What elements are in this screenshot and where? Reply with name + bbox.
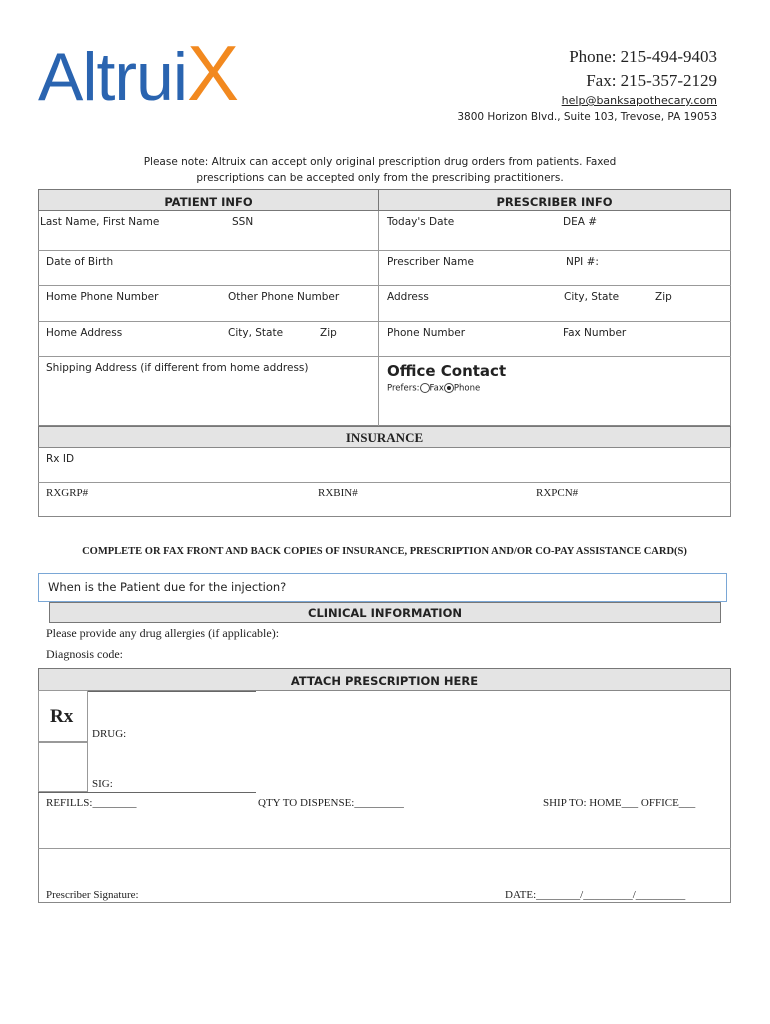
prefers-label: Prefers: <box>387 383 420 394</box>
ship-to-field[interactable]: SHIP TO: HOME___ OFFICE___ <box>543 797 696 809</box>
prescriber-fax-field[interactable]: Fax Number <box>563 327 627 339</box>
header-email-link[interactable]: help@banksapothecary.com <box>561 94 717 107</box>
attach-prescription-heading: ATTACH PRESCRIPTION HERE <box>290 674 479 688</box>
patient-zip-field[interactable]: Zip <box>320 327 337 339</box>
refills-field[interactable]: REFILLS:________ <box>46 797 137 809</box>
notice-line-2: prescriptions can be accepted only from the prescribing practitioners. <box>196 172 564 184</box>
qty-dispense-field[interactable]: QTY TO DISPENSE:_________ <box>258 797 404 809</box>
home-address-field[interactable]: Home Address <box>46 327 123 339</box>
dea-field[interactable]: DEA # <box>563 216 598 228</box>
dob-field[interactable]: Date of Birth <box>46 256 114 268</box>
shipping-address-field[interactable]: Shipping Address (if different from home address) <box>46 362 309 374</box>
todays-date-field[interactable]: Today's Date <box>387 216 455 228</box>
ssn-field[interactable]: SSN <box>232 216 254 228</box>
rxpcn-field[interactable]: RXPCN# <box>536 487 579 499</box>
phone-option-label: Phone <box>453 383 481 394</box>
notice-line-1: Please note: Altruix can accept only original prescription drug orders from patients. Faxed <box>143 156 617 168</box>
prescriber-phone-field[interactable]: Phone Number <box>387 327 466 339</box>
office-contact-label: Office Contact <box>387 362 507 380</box>
clinical-info-heading: CLINICAL INFORMATION <box>308 606 462 620</box>
rxgrp-field[interactable]: RXGRP# <box>46 487 89 499</box>
fax-option-label: Fax <box>429 383 444 394</box>
complete-copies-note: COMPLETE OR FAX FRONT AND BACK COPIES OF INSURANCE, PRESCRIPTION AND/OR CO-PAY ASSISTANCE CARD(S) <box>82 546 687 557</box>
home-phone-field[interactable]: Home Phone Number <box>46 291 159 303</box>
drug-field[interactable]: DRUG: <box>92 728 127 740</box>
patient-city-state-field[interactable]: City, State <box>228 327 284 339</box>
fax-radio[interactable] <box>420 383 430 393</box>
header-fax: Fax: 215-357-2129 <box>586 71 717 90</box>
sig-field[interactable]: SIG: <box>92 778 113 790</box>
signature-date-field[interactable]: DATE:________/_________/_________ <box>505 889 686 901</box>
rx-blank-box <box>38 742 88 792</box>
prescriber-name-field[interactable]: Prescriber Name <box>387 256 474 268</box>
rx-id-field[interactable]: Rx ID <box>46 453 75 465</box>
prescriber-info-heading: PRESCRIBER INFO <box>496 195 613 209</box>
insurance-heading: INSURANCE <box>345 430 424 445</box>
prescriber-signature-field[interactable]: Prescriber Signature: <box>46 889 139 901</box>
patient-info-heading: PATIENT INFO <box>164 195 253 209</box>
rxbin-field[interactable]: RXBIN# <box>318 487 358 499</box>
altruix-logo <box>38 29 278 118</box>
last-first-name-field[interactable]: Last Name, First Name <box>40 216 160 228</box>
npi-field[interactable]: NPI #: <box>566 256 599 268</box>
logo-text: Altrui <box>38 39 187 115</box>
diagnosis-code-field[interactable]: Diagnosis code: <box>46 647 123 661</box>
prescriber-address-field[interactable]: Address <box>387 291 429 303</box>
phone-radio[interactable] <box>444 383 454 393</box>
prescriber-city-state-field[interactable]: City, State <box>564 291 620 303</box>
logo-x: X <box>186 29 238 117</box>
header-address: 3800 Horizon Blvd., Suite 103, Trevose, PA 19053 <box>457 111 717 123</box>
prescriber-zip-field[interactable]: Zip <box>655 291 672 303</box>
other-phone-field[interactable]: Other Phone Number <box>228 291 340 303</box>
drug-allergies-field[interactable]: Please provide any drug allergies (if applicable): <box>46 626 280 640</box>
injection-question: When is the Patient due for the injection? <box>48 580 287 594</box>
header-phone: Phone: 215-494-9403 <box>569 47 717 66</box>
prefers-row <box>387 383 480 394</box>
rx-symbol: Rx <box>50 706 74 727</box>
